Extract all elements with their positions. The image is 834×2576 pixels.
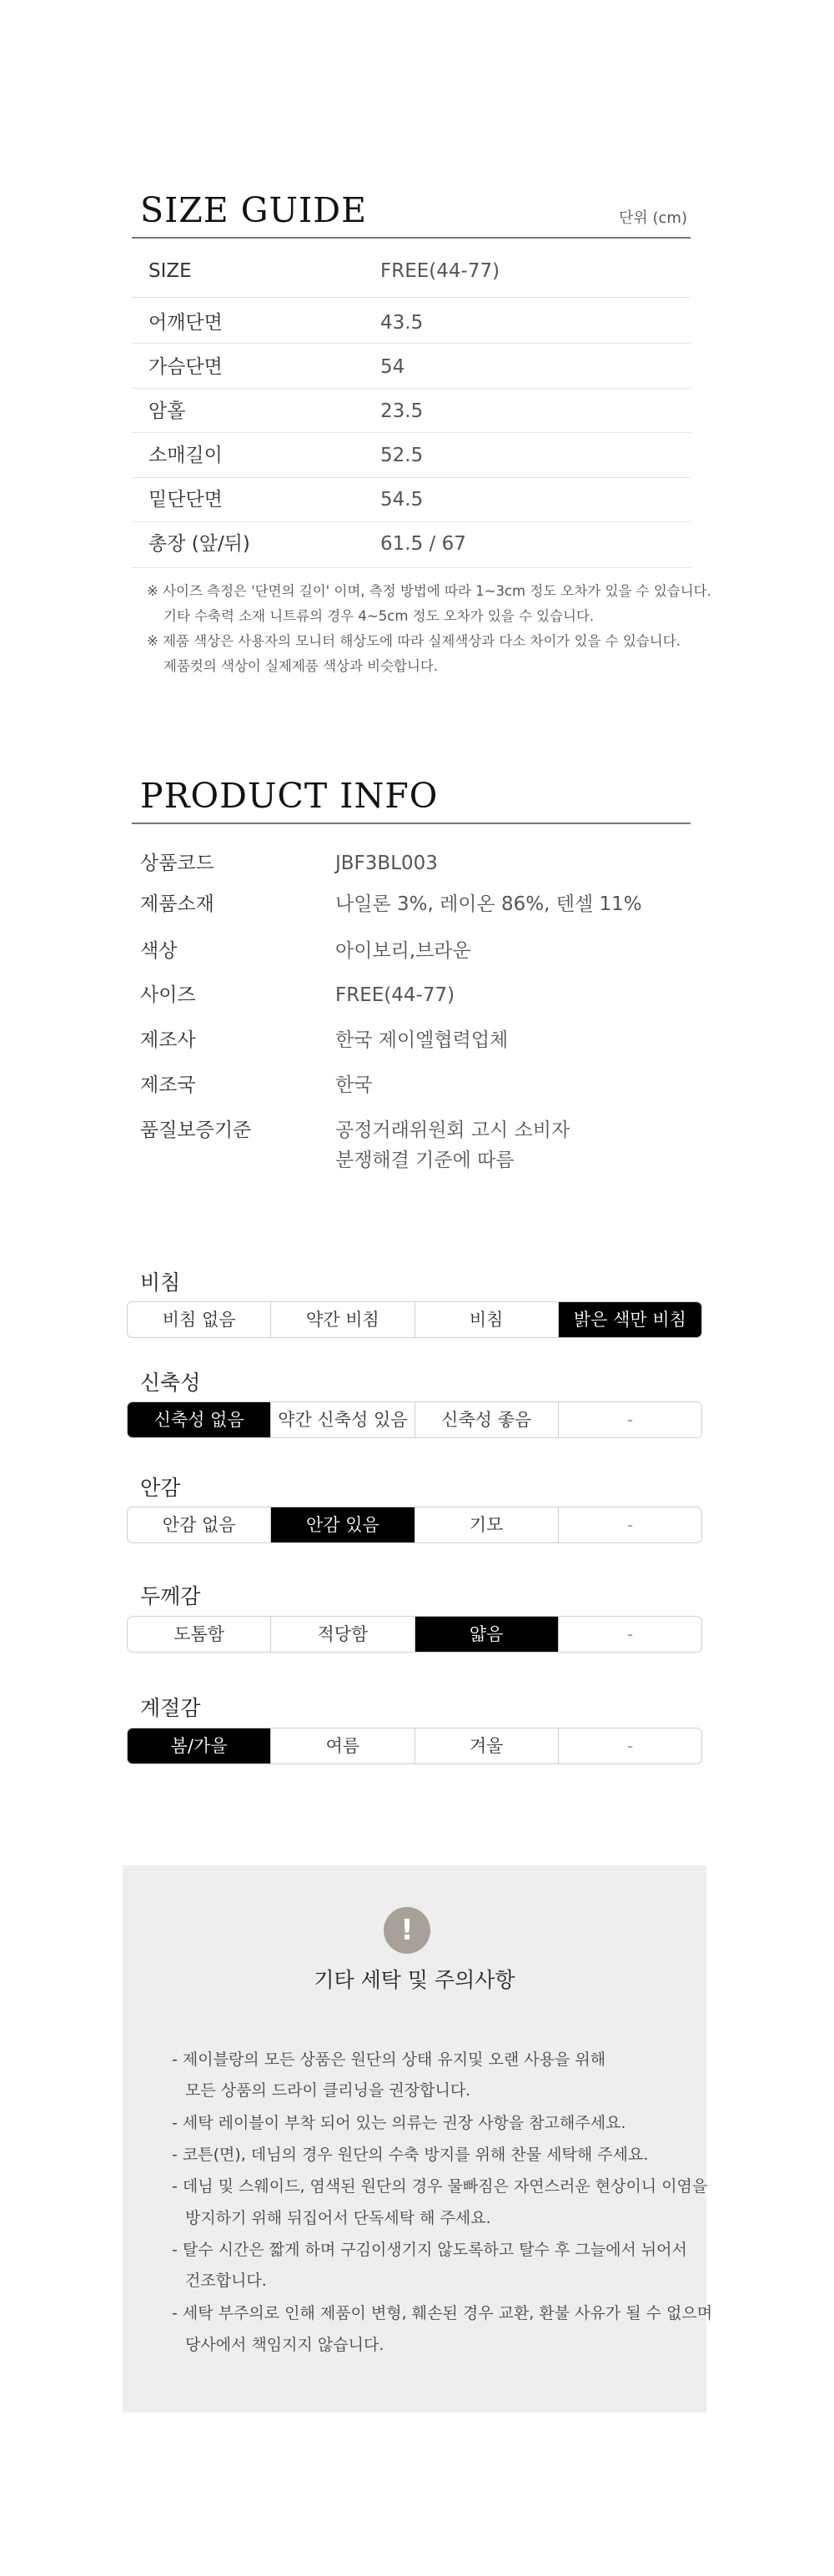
care-line: - 탈수 시간은 짧게 하며 구김이생기지 않도록하고 탈수 후 그늘에서 뉘어서	[172, 2241, 687, 2259]
info-label: 색상	[140, 940, 178, 962]
care-line: 당사에서 책임지지 않습니다.	[185, 2336, 384, 2354]
size-table-header	[132, 249, 691, 294]
info-value: 한국	[335, 1074, 373, 1096]
size-unit-label: 단위 (cm)	[619, 209, 687, 227]
info-label: 제조국	[140, 1074, 196, 1096]
scale-option: 안감 없음	[128, 1507, 271, 1542]
care-line: - 제이블랑의 모든 상품은 원단의 상태 유지및 오랜 사용을 위해	[172, 2050, 606, 2069]
scale-stretch	[127, 1401, 702, 1438]
size-row-label: 가슴단면	[148, 356, 223, 378]
info-value-cont: 분쟁해결 기준에 따름	[335, 1150, 515, 1171]
row-divider	[132, 567, 691, 568]
size-row	[132, 389, 691, 434]
care-line: - 세탁 부주의로 인해 제품이 변형, 훼손된 경우 교환, 환불 사유가 될 수 없으며	[172, 2304, 713, 2322]
size-row	[132, 477, 691, 522]
care-title: 기타 세탁 및 주의사항	[314, 1968, 515, 1992]
scale-option: 비침	[415, 1302, 559, 1337]
info-label: 제품소재	[140, 893, 214, 915]
attr-title-season: 계절감	[140, 1696, 201, 1720]
size-row-label: 암홀	[148, 400, 186, 422]
size-row	[132, 345, 691, 390]
scale-option-selected: 얇음	[415, 1617, 559, 1652]
scale-option-selected: 봄/가을	[128, 1728, 271, 1763]
size-note: 제품컷의 색상이 실제제품 색상과 비슷합니다.	[163, 658, 439, 674]
info-value: 공정거래위원회 고시 소비자	[335, 1119, 570, 1141]
attr-title-thickness: 두께감	[140, 1584, 201, 1608]
scale-thickness	[127, 1616, 702, 1653]
scale-option: 적당함	[271, 1617, 414, 1652]
attr-title-stretch: 신축성	[140, 1371, 201, 1395]
scale-season	[127, 1728, 702, 1764]
attr-title-lining: 안감	[140, 1476, 181, 1500]
scale-lining	[127, 1507, 702, 1543]
exclamation-icon: !	[384, 1907, 430, 1954]
scale-option: -	[626, 1736, 634, 1756]
info-value: 아이보리,브라운	[335, 940, 471, 962]
care-line: - 세탁 레이블이 부착 되어 있는 의류는 권장 사항을 참고해주세요.	[172, 2114, 626, 2132]
size-row	[132, 433, 691, 478]
product-info-title: PRODUCT INFO	[140, 776, 439, 816]
info-value: 한국 제이엘협력업체	[335, 1029, 509, 1051]
size-row-label: 밑단단면	[148, 489, 223, 511]
info-label: 사이즈	[140, 984, 196, 1006]
care-line: - 코튼(면), 데님의 경우 원단의 수축 방지를 위해 찬물 세탁해 주세요.	[172, 2146, 649, 2164]
scale-option-selected: 안감 있음	[271, 1507, 414, 1542]
size-header-label: SIZE	[148, 260, 192, 282]
size-row-value: 43.5	[380, 312, 424, 334]
scale-option-selected: 밝은 색만 비침	[559, 1302, 701, 1337]
scale-option: 신축성 좋음	[415, 1402, 559, 1437]
scale-option: 겨울	[415, 1728, 559, 1763]
scale-option: 기모	[415, 1507, 559, 1542]
size-row-value: 52.5	[380, 445, 424, 466]
size-row-value: 54.5	[380, 489, 424, 511]
size-row	[132, 300, 691, 345]
info-value: FREE(44-77)	[335, 984, 455, 1006]
size-row-value: 54	[380, 356, 405, 378]
scale-option: 여름	[271, 1728, 414, 1763]
product-info-divider	[132, 823, 691, 824]
size-row-value: 23.5	[380, 400, 424, 422]
size-guide-title: SIZE GUIDE	[140, 190, 368, 230]
scale-option-selected: 신축성 없음	[128, 1402, 271, 1437]
size-row	[132, 521, 691, 566]
info-value: JBF3BL003	[335, 853, 438, 874]
scale-option: 도톰함	[128, 1617, 271, 1652]
info-label: 상품코드	[140, 853, 214, 874]
scale-option: -	[626, 1410, 634, 1430]
care-line: 건조합니다.	[185, 2272, 267, 2290]
size-row-label: 총장 (앞/뒤)	[148, 533, 250, 555]
size-note: 기타 수축력 소재 니트류의 경우 4~5cm 정도 오차가 있을 수 있습니다.	[163, 608, 595, 624]
row-divider	[132, 343, 691, 344]
scale-option: 비침 없음	[128, 1302, 271, 1337]
size-row-value: 61.5 / 67	[380, 533, 466, 555]
size-note: ※ 사이즈 측정은 '단면의 길이' 이며, 측정 방법에 따라 1~3cm 정도 오차가 있을 수 있습니다.	[147, 583, 711, 599]
attr-title-sheerness: 비침	[140, 1270, 181, 1295]
size-header-value: FREE(44-77)	[380, 260, 500, 282]
info-value: 나일론 3%, 레이온 86%, 텐셀 11%	[335, 893, 642, 915]
scale-option: 약간 신축성 있음	[271, 1402, 414, 1437]
care-line: - 데님 및 스웨이드, 염색된 원단의 경우 물빠짐은 자연스러운 현상이니 이염을	[172, 2177, 708, 2196]
info-label: 품질보증기준	[140, 1119, 252, 1141]
care-line: 모든 상품의 드라이 클리닝을 권장합니다.	[185, 2081, 471, 2100]
row-divider	[132, 297, 691, 298]
info-label: 제조사	[140, 1029, 196, 1051]
size-guide-divider	[132, 237, 691, 239]
scale-option: 약간 비침	[271, 1302, 414, 1337]
scale-option: -	[626, 1515, 634, 1535]
size-row-label: 소매길이	[148, 445, 223, 466]
scale-sheerness	[127, 1301, 702, 1338]
care-line: 방지하기 위해 뒤집어서 단독세탁 해 주세요.	[185, 2209, 491, 2227]
scale-option: -	[626, 1624, 634, 1644]
size-row-label: 어깨단면	[148, 312, 223, 334]
size-note: ※ 제품 색상은 사용자의 모니터 해상도에 따라 실제색상과 다소 차이가 있을 수 있습니다.	[147, 633, 681, 649]
